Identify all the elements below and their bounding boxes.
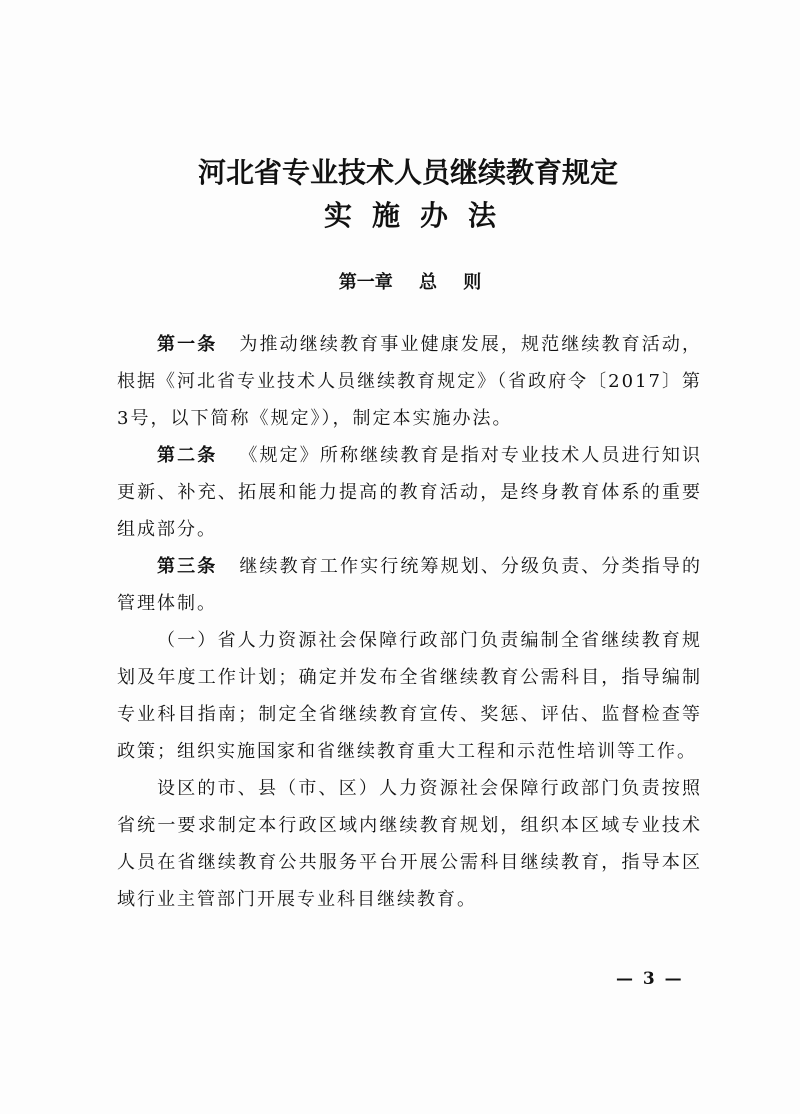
article-text: 为推动继续教育事业健康发展，规范继续教育活动，根据《河北省专业技术人员继续教育规定》（省政府令〔2017〕第3号，以下简称《规定》），制定本实施办法。 [117, 334, 703, 429]
document-title: 河北省专业技术人员继续教育规定 [197, 156, 618, 189]
clause-paragraph [117, 770, 702, 918]
clause-text: （一）省人力资源社会保障行政部门负责编制全省继续教育规划及年度工作计划；确定并发布全省继续教育公需科目，指导编制专业科目指南；制定全省继续教育宣传、奖惩、评估、监督检查等政策；组织实施国家和省继续教育重大工程和示范性培训等工作。 [117, 630, 702, 762]
document-subtitle: 实施办法 [323, 199, 516, 232]
page-number: — 3 — [616, 969, 684, 989]
article-label: 第一条 [157, 334, 218, 355]
clause-1 [117, 622, 702, 770]
clause-text: 设区的市、县（市、区）人力资源社会保障行政部门负责按照省统一要求制定本行政区域内继续教育规划，组织本区域专业技术人员在省继续教育公共服务平台开展公需科目继续教育，指导本区域行业主管部门开展专业科目继续教育。 [117, 778, 702, 910]
article-text: 继续教育工作实行统筹规划、分级负责、分类指导的管理体制。 [117, 556, 703, 614]
document-body [117, 326, 702, 918]
article-1 [117, 326, 702, 437]
chapter-heading: 第一章 总 则 [338, 272, 482, 293]
article-label: 第二条 [157, 445, 218, 466]
article-3 [117, 548, 702, 622]
article-2 [117, 437, 702, 548]
article-text: 《规定》所称继续教育是指对专业技术人员进行知识更新、补充、拓展和能力提高的教育活动，是终身教育体系的重要组成部分。 [117, 445, 703, 540]
article-label: 第三条 [157, 556, 218, 577]
